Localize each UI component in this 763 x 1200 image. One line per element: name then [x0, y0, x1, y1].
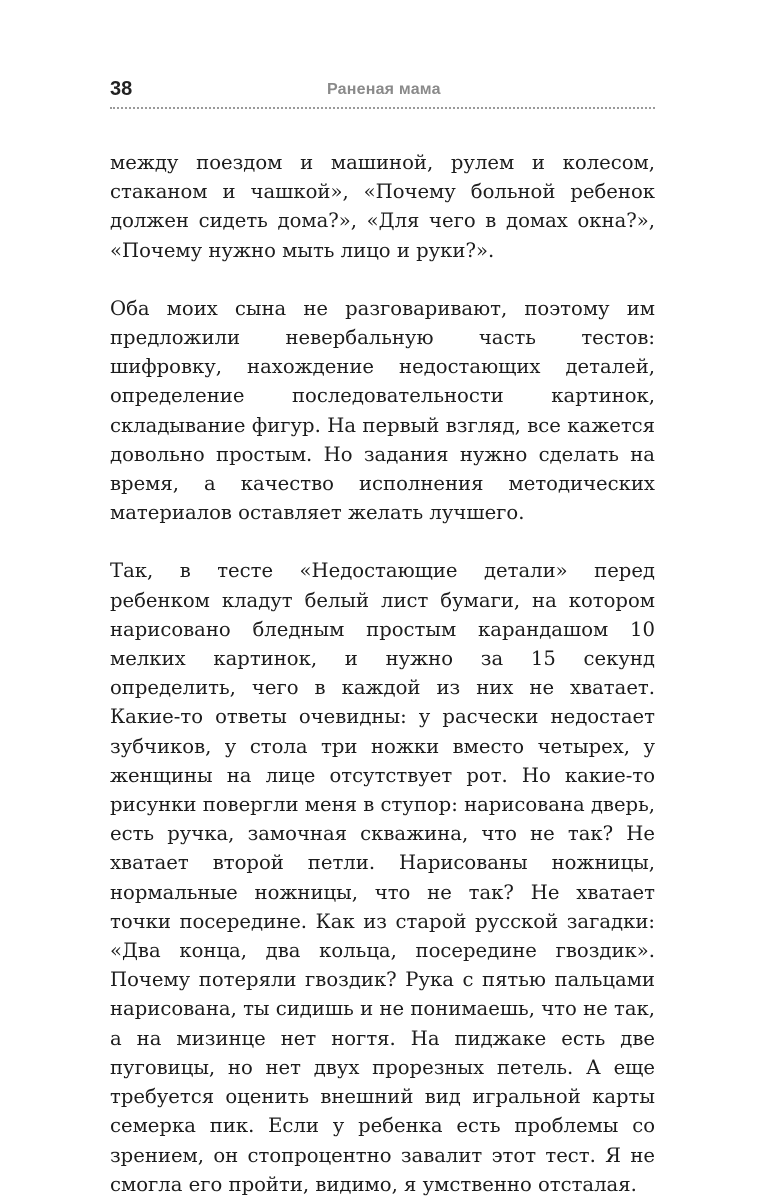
paragraph-continuation: между поездом и машиной, рулем и колесом, стаканом и чашкой», «Почему больной ребенок должен сидеть дома?», «Для чего в домах окна?», «Почему нужно мыть лицо и руки?».	[110, 151, 655, 262]
header-divider	[110, 107, 655, 109]
page-number: 38	[110, 78, 133, 100]
running-title: Раненая мама	[327, 81, 441, 98]
paragraph-missing-details-test: Так, в тесте «Недостающие детали» перед ребенком кладут белый лист бумаги, на котором нарисовано бледным простым карандашом 10 мелких картинок, и нужно за 15 секунд определить, чего в каждой из них не хватает. Какие-то ответы очевидны: у расчески недостает зубчиков, у стола три ножки вместо четырех, у женщины на лице отсутствует рот. Но какие-то рисунки повергли меня в ступор: нарисована дверь, есть ручка, замочная скважина, что не так? Не хватает второй петли. Нарисованы ножницы, нормальные ножницы, что не так? Не хватает точки посередине. Как из старой русской загадки: «Два конца, два кольца, посередине гвоздик». Почему потеряли гвоздик? Рука с пятью пальцами нарисована, ты сидишь и не понимаешь, что не так, а на мизинце нет ногтя. На пиджаке есть две пуговицы, но нет двух прорезных петель. А еще требуется оценить внешний вид игральной карты семерка пик. Если у ребенка есть проблемы со зрением, он стопроцентно завалит этот тест. Я не смогла его пройти, видимо, я умственно отсталая.	[110, 559, 655, 1196]
body-text	[110, 148, 655, 1199]
paragraph-nonverbal-tests: Оба моих сына не разговаривают, поэтому им предложили невербальную часть тестов: шифровку, нахождение недостающих деталей, определение последовательности картинок, складывание фигур. На первый взгляд, все кажется довольно простым. Но задания нужно сделать на время, а качество исполнения методических материалов оставляет желать лучшего.	[110, 296, 655, 525]
